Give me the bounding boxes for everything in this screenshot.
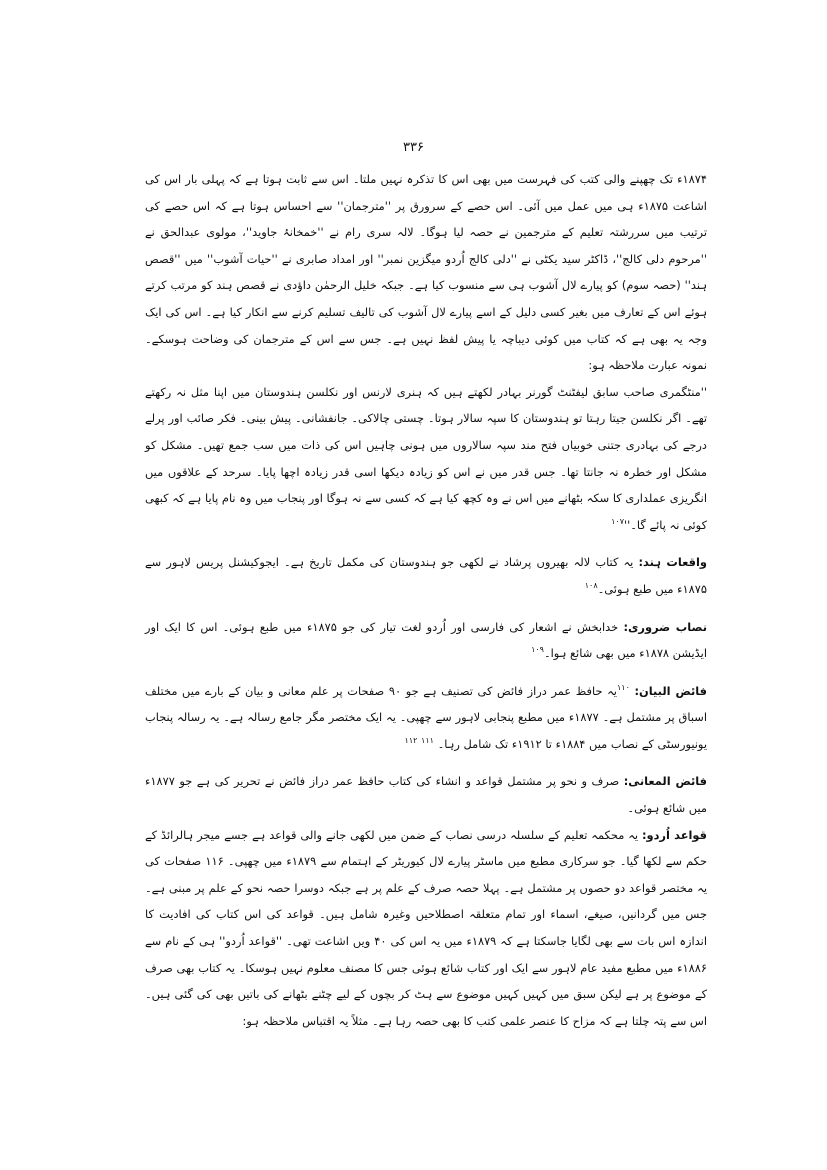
entry-heading: قواعد اُردو: <box>641 827 708 842</box>
entry-waqiat-e-hind <box>145 549 707 602</box>
block-quote <box>145 379 707 539</box>
footnote-ref: ۱۱۲ <box>404 736 418 746</box>
entry-text: یہ حافظ عمر دراز فائض کی تصنیف ہے جو ۹۰ صفحات پر علم معانی و بیان کے بارے میں مختلف اسباق پر مشتمل ہے۔ ۱۸۷۷ء میں مطبع پنجابی لاہور سے چھپی۔ یہ ایک مختصر مگر جامع رسالہ ہے۔ یہ رسالہ پنجاب یونیورسٹی کے نصاب میں ۱۸۸۴ء تا ۱۹۱۲ء تک شامل رہا۔ <box>145 683 707 751</box>
quote-text: ''منٹگمری صاحب سابق لیفٹنٹ گورنر بہادر لکھتے ہیں کہ ہنری لارنس اور نکلسن ہندوستان میں اپنا مثل نہ رکھتے تھے۔ اگر نکلسن جیتا رہتا تو ہندوستان کا سپہ سالار ہوتا۔ چستی چالاکی۔ جانفشانی۔ پیش بینی۔ فکر صائب اور پرلے درجے کی بہادری جتنی خوبیاں فتح مند سپہ سالاروں میں ہونی چاہیں اس کی ذات میں سب جمع تھیں۔ مشکل کو مشکل اور خطرہ نہ جانتا تھا۔ جس قدر میں نے اس کو زیادہ دیکھا اسی قدر زیادہ اچھا پایا۔ سرحد کے علاقوں میں انگریزی عملداری کا سکہ بٹھانے میں اس نے وہ کچھ کیا ہے کہ کسی سے نہ ہوگا اور پنجاب میں وہ نام پایا ہے کہ کبھی کوئی نہ پائے گا۔'' <box>145 384 707 532</box>
footnote-ref: ۱۰۹ <box>531 645 544 655</box>
entry-heading: واقعات ہند: <box>638 555 707 570</box>
footnote-ref: ۱۱۱ <box>421 736 434 746</box>
entry-faiz-ul-maani <box>145 768 707 821</box>
entry-faiz-ul-bayan <box>145 678 707 758</box>
entry-qawaid-e-urdu <box>145 822 707 1035</box>
intro-paragraph: ۱۸۷۴ء تک چھپنے والی کتب کی فہرست میں بھی اس کا تذکرہ نہیں ملتا۔ اس سے ثابت ہوتا ہے کہ پہلی بار اس کی اشاعت ۱۸۷۵ء ہی میں عمل میں آئی۔ اس حصے کے سرورق پر ''مترجمان'' سے احساس ہوتا ہے کہ اس حصے کی ترتیب میں سررشتہ تعلیم کے مترجمین نے حصہ لیا ہوگا۔ لالہ سری رام نے ''خمخانۂ جاوید''، مولوی عبدالحق نے ''مرحوم دلی کالج''، ڈاکٹر سید یکٹی نے ''دلی کالج اُردو میگزین نمبر'' اور امداد صابری نے ''حیات آشوب'' میں ''قصص ہند'' (حصہ سوم) کو پیارے لال آشوب ہی سے منسوب کیا ہے۔ جبکہ خلیل الرحمٰن داؤدی نے قصص ہند کو مرتب کرتے ہوئے اس کے تعارف میں بغیر کسی دلیل کے اسے پیارے لال آشوب کی تالیف تسلیم کرنے سے انکار کیا ہے۔ اس کی ایک وجہ یہ بھی ہے کہ کتاب میں کوئی دیباچہ یا پیش لفظ نہیں ہے۔ جس سے اس کے مترجمان کی وضاحت ہوسکے۔ نمونہ عبارت ملاحظہ ہو: <box>145 172 707 373</box>
entry-text: یہ کتاب لالہ بھیروں پرشاد نے لکھی جو ہندوستان کی مکمل تاریخ ہے۔ ایجوکیشنل پریس لاہور سے ۱۸۷۵ء میں طبع ہوئی۔ <box>145 555 707 596</box>
footnote-ref: ۱۰۸ <box>584 581 598 591</box>
entry-nisab-e-zaroori <box>145 614 707 667</box>
entry-text: یہ محکمہ تعلیم کے سلسلہ درسی نصاب کے ضمن میں لکھی جانے والی قواعد ہے جسے میجر ہالرائڈ کے حکم سے لکھا گیا۔ جو سرکاری مطبع میں ماسٹر پیارے لال کیوریٹر کے اہتمام سے ۱۸۷۹ء میں چھپی۔ ۱۱۶ صفحات کی یہ مختصر قواعد دو حصوں پر مشتمل ہے۔ پہلا حصہ صرف کے علم پر ہے جبکہ دوسرا حصہ نحو کے علم پر مبنی ہے۔ جس میں گردانیں، صیغے، اسماء اور تمام متعلقہ اصطلاحیں وغیرہ شامل ہیں۔ قواعد کی اس کتاب کی افادیت کا اندازہ اس بات سے بھی لگایا جاسکتا ہے کہ ۱۸۷۹ء میں یہ اس کی ۴۰ ویں اشاعت تھی۔ ''قواعد اُردو'' ہی کے نام سے ۱۸۸۶ء میں مطبع مفید عام لاہور سے ایک اور کتاب شائع ہوئی جس کا مصنف معلوم نہیں ہوسکا۔ یہ کتاب بھی صرف کے موضوع پر ہے لیکن سبق میں کہیں کہیں موضوع سے ہٹ کر بچوں کے لیے چٹنے بٹھانے کی باتیں بھی کی گئی ہیں۔ اس سے پتہ چلتا ہے کہ مزاح کا عنصر علمی کتب کا بھی حصہ رہا ہے۔ مثلاً یہ اقتباس ملاحظہ ہو: <box>145 827 708 1028</box>
page-number: ۳۳۶ <box>403 140 424 155</box>
entry-heading: فائض البیان: <box>634 683 708 698</box>
page-body <box>145 166 707 1034</box>
entry-text: صرف و نحو پر مشتمل قواعد و انشاء کی کتاب حافظ عمر دراز فائض نے تحریر کی ہے جو ۱۸۷۷ء میں شائع ہوئی۔ <box>145 774 707 816</box>
footnote-ref: ۱۰۷ <box>611 516 624 526</box>
entry-heading: نصاب ضروری: <box>623 619 707 634</box>
entry-text: خدابخش نے اشعار کی فارسی اور اُردو لغت تیار کی جو ۱۸۷۵ء میں طبع ہوئی۔ اس کا ایک اور ایڈیشن ۱۸۷۸ء میں بھی شائع ہوا۔ <box>145 619 707 661</box>
entry-heading: فائض المعانی: <box>623 774 707 789</box>
footnote-ref: ۱۱۰ <box>616 682 630 692</box>
